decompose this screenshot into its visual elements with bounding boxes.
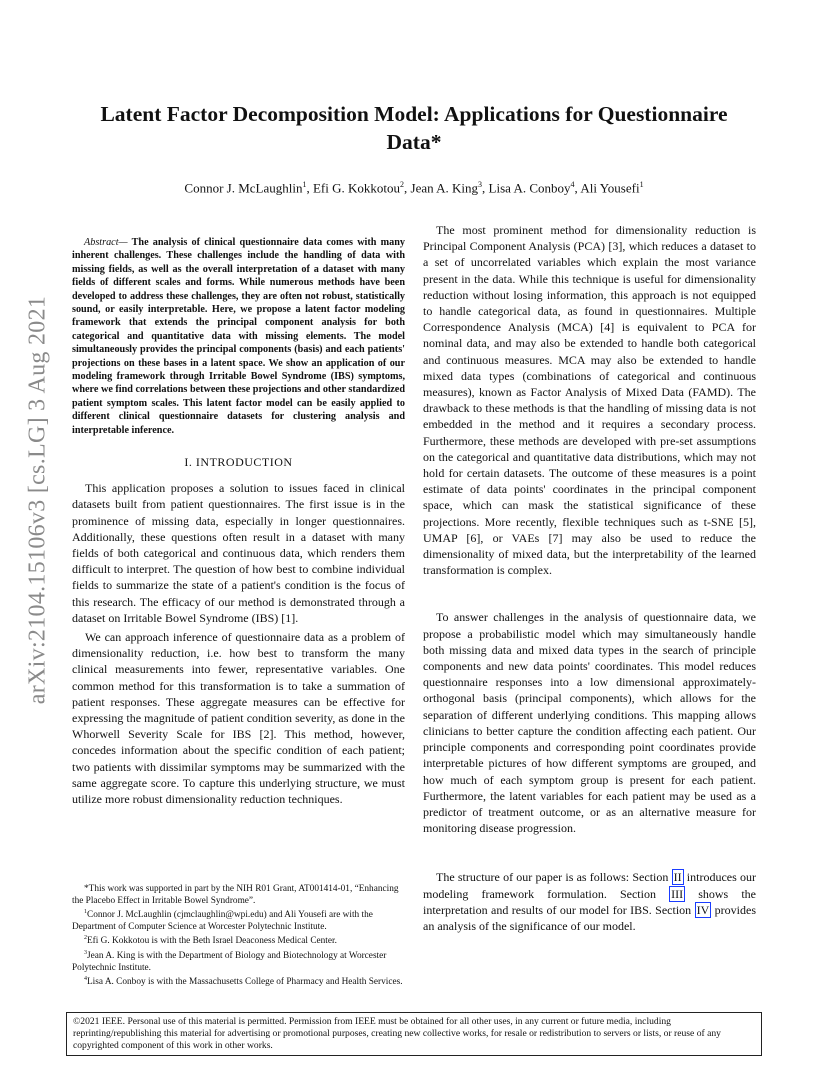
body-paragraph: We can approach inference of questionnaire data as a problem of dimensionality reduction, i.e. how best to transform the many clinical measurements into fewer, representative variables. One common method for this transformation is to take a summation of patient responses. These aggregate measures can be effective for expressing the magnitude of patient condition severity, as done in the Whorwell Severity Scale for IBS [2]. This method, however, concedes information about the specific condition of each patient; two patients with dissimilar symptoms may be summarized with the same aggregate score. To capture this underlying structure, we must utilize more robust dimensionality reduction techniques. — [72, 629, 405, 806]
author: Lisa A. Conboy — [488, 180, 571, 196]
arxiv-identifier: arXiv:2104.15106v3 [cs.LG] 3 Aug 2021 — [24, 295, 51, 705]
arxiv-identifier-stamp — [18, 290, 58, 710]
author: Connor J. McLaughlin — [184, 180, 303, 196]
footnote: $^4$Lisa A. Conboy is with the Massachusetts College of Pharmacy and Health Services. — [84, 976, 403, 988]
footnote: $^2$Efi G. Kokkotou is with the Beth Israel Deaconess Medical Center. — [84, 935, 337, 947]
abstract: Abstract— The analysis of clinical questionnaire data comes with many inherent challenges. These challenges include the handling of data with missing fields, as well as the overall interpretation of a dataset with many fields of different scales and forms. While numerous methods have been developed to address these challenges, they are often not robust, statistically sound, or easily interpretable. Here, we propose a latent factor modeling framework that extends the principal component analysis for both categorical and quantitative data with missing elements. The model simultaneously provides the principal components (basis) and each patients' projections on these bases in a latent space. We show an application of our modeling framework through Irritable Bowel Syndrome (IBS) symptoms, where we find correlations between these projections and other standardized patient symptom scales. This latent factor model can be easily applied to different clinical questionnaire datasets for clustering analysis and interpretable inference. — [72, 237, 405, 436]
body-paragraph: To answer challenges in the analysis of questionnaire data, we propose a probabilistic model which may simultaneously handle both missing data and mixed data types in the search of principle components and new data points' coordinates. This model reduces questionnaire responses into a low dimensional approximately-orthogonal basis (principal components), which allows for the separation of different underlying conditions. This mapping allows clinicians to better capture the condition affecting each patient. Our principle components and corresponding point coordinates provide interpretable pictures of how different symptoms are grouped, and how much of each symptom group is present for each patient. Furthermore, the latent variables for each patient may be used as a predictor of treatment outcome, or as an alternative measure for monitoring disease progression. — [423, 610, 756, 836]
author: Efi G. Kokkotou — [312, 180, 401, 196]
paper-title: Latent Factor Decomposition Model: Applications for Questionnaire Data* — [100, 102, 728, 154]
footnote: $^1$Connor J. McLaughlin (cjmclaughlin@wpi.edu) and Ali Yousefi are with the Department of Computer Science at Worcester Polytechnic Institute. — [72, 909, 373, 932]
left-column — [72, 236, 405, 807]
section-link-iii[interactable]: III — [671, 886, 684, 901]
right-column — [423, 222, 756, 934]
section-heading-introduction: I. INTRODUCTION — [184, 455, 293, 470]
footnotes — [72, 884, 405, 989]
paper-structure-paragraph: The structure of our paper is as follows: Section II introduces our modeling framework formulation. Section III shows the interpretation and results of our model for IBS. Section IV provides an analysis of the significance of our model. — [423, 870, 756, 933]
copyright-notice: ©2021 IEEE. Personal use of this material is permitted. Permission from IEEE must be obtained for all other uses, in any current or future media, including reprinting/republishing this material for advertising or promotional purposes, creating new collective works, for resale or redistribution to servers or lists, or reuse of any copyrighted component of this work in other works. — [66, 1012, 762, 1056]
introduction-body — [72, 480, 405, 807]
author-affiliation-mark: 3 — [478, 180, 483, 189]
author-affiliation-mark: 4 — [570, 180, 575, 189]
footnote-funding: *This work was supported in part by the NIH R01 Grant, AT001414-01, “Enhancing the Placebo Effect in Irritable Bowel Syndrome”. — [72, 884, 399, 906]
body-paragraph: The most prominent method for dimensionality reduction is Principal Component Analysis (PCA) [3], which reduces a dataset to a set of uncorrelated variables which explain the most variance present in the data. While this technique is useful for dimensionality reduction without losing information, this approach is not equipped to handle categorical data, as found in questionnaires. Multiple Correspondence Analysis (MCA) [4] is equivalent to PCA for nominal data, and may also be extended to handle both categorical and continuous measures. MCA may also be extended to handle mixed data types (combinations of categorical and continuous measures), known as Factor Analysis of Mixed Data (FAMD). The drawback to these methods is that the handling of missing data is not embedded in the method and it requires a secondary process. Furthermore, these methods are developed with pre-set assumptions on the categorical and quantitative data distributions, which may not hold for certain datasets. The outcome of these measures is a point estimate of data points' coordinates in the principal component space, which can mask the statistical significance of these projections. More recently, flexible techniques such as t-SNE [5], UMAP [6], or VAEs [7] may also be used to reduce the dimensionality of mixed data, but the interpretability of the learned transformation is complex. — [423, 223, 756, 578]
author-affiliation-mark: 1 — [302, 180, 307, 189]
footnote: $^3$Jean A. King is with the Department of Biology and Biotechnology at Worcester Polytechnic Institute. — [72, 950, 387, 973]
section-link-ii[interactable]: II — [673, 870, 682, 885]
body-paragraph: This application proposes a solution to issues faced in clinical datasets built from patient questionnaires. The first issue is in the prominence of missing data, especially in longer questionnaires. Additionally, these questions often result in a dataset with many fields of both categorical and continuous data, which renders them difficult to interpret. The question of how best to combine individual fields to summarize the state of a patient's condition is the focus of this research. The efficacy of our method is demonstrated through a dataset on Irritable Bowel Syndrome (IBS) [1]. — [72, 481, 405, 625]
abstract-text: The analysis of clinical questionnaire data comes with many inherent challenges. These challenges include the handling of data with missing fields, as well as the overall interpretation of a dataset with many fields of different scales and forms. While numerous methods have been developed to address these challenges, they are often not robust, statistically sound, or easily interpretable. Here, we propose a latent factor modeling framework that extends the principal component analysis for both categorical and quantitative data with missing elements. The model simultaneously provides the principal components (basis) and each patients' projections on these bases in a latent space. We show an application of our modeling framework through Irritable Bowel Syndrome (IBS) symptoms, where we find correlations between these projections and other standardized patient symptom scales. This latent factor model can be easily applied to different clinical questionnaire datasets for clustering analysis and interpretable inference. — [72, 237, 405, 436]
author: Ali Yousefi — [580, 180, 640, 196]
section-link-iv[interactable]: IV — [696, 902, 710, 917]
author-affiliation-mark: 2 — [400, 180, 405, 189]
author: Jean A. King — [410, 180, 479, 196]
abstract-lead: Abstract — [84, 237, 119, 248]
author-list: Connor J. McLaughlin$^1$, Efi G. Kokkotou$^2$, Jean A. King$^3$, Lisa A. Conboy$^4$, Ali Yousefi$^1$ — [184, 180, 644, 196]
author-affiliation-mark: 1 — [639, 180, 644, 189]
